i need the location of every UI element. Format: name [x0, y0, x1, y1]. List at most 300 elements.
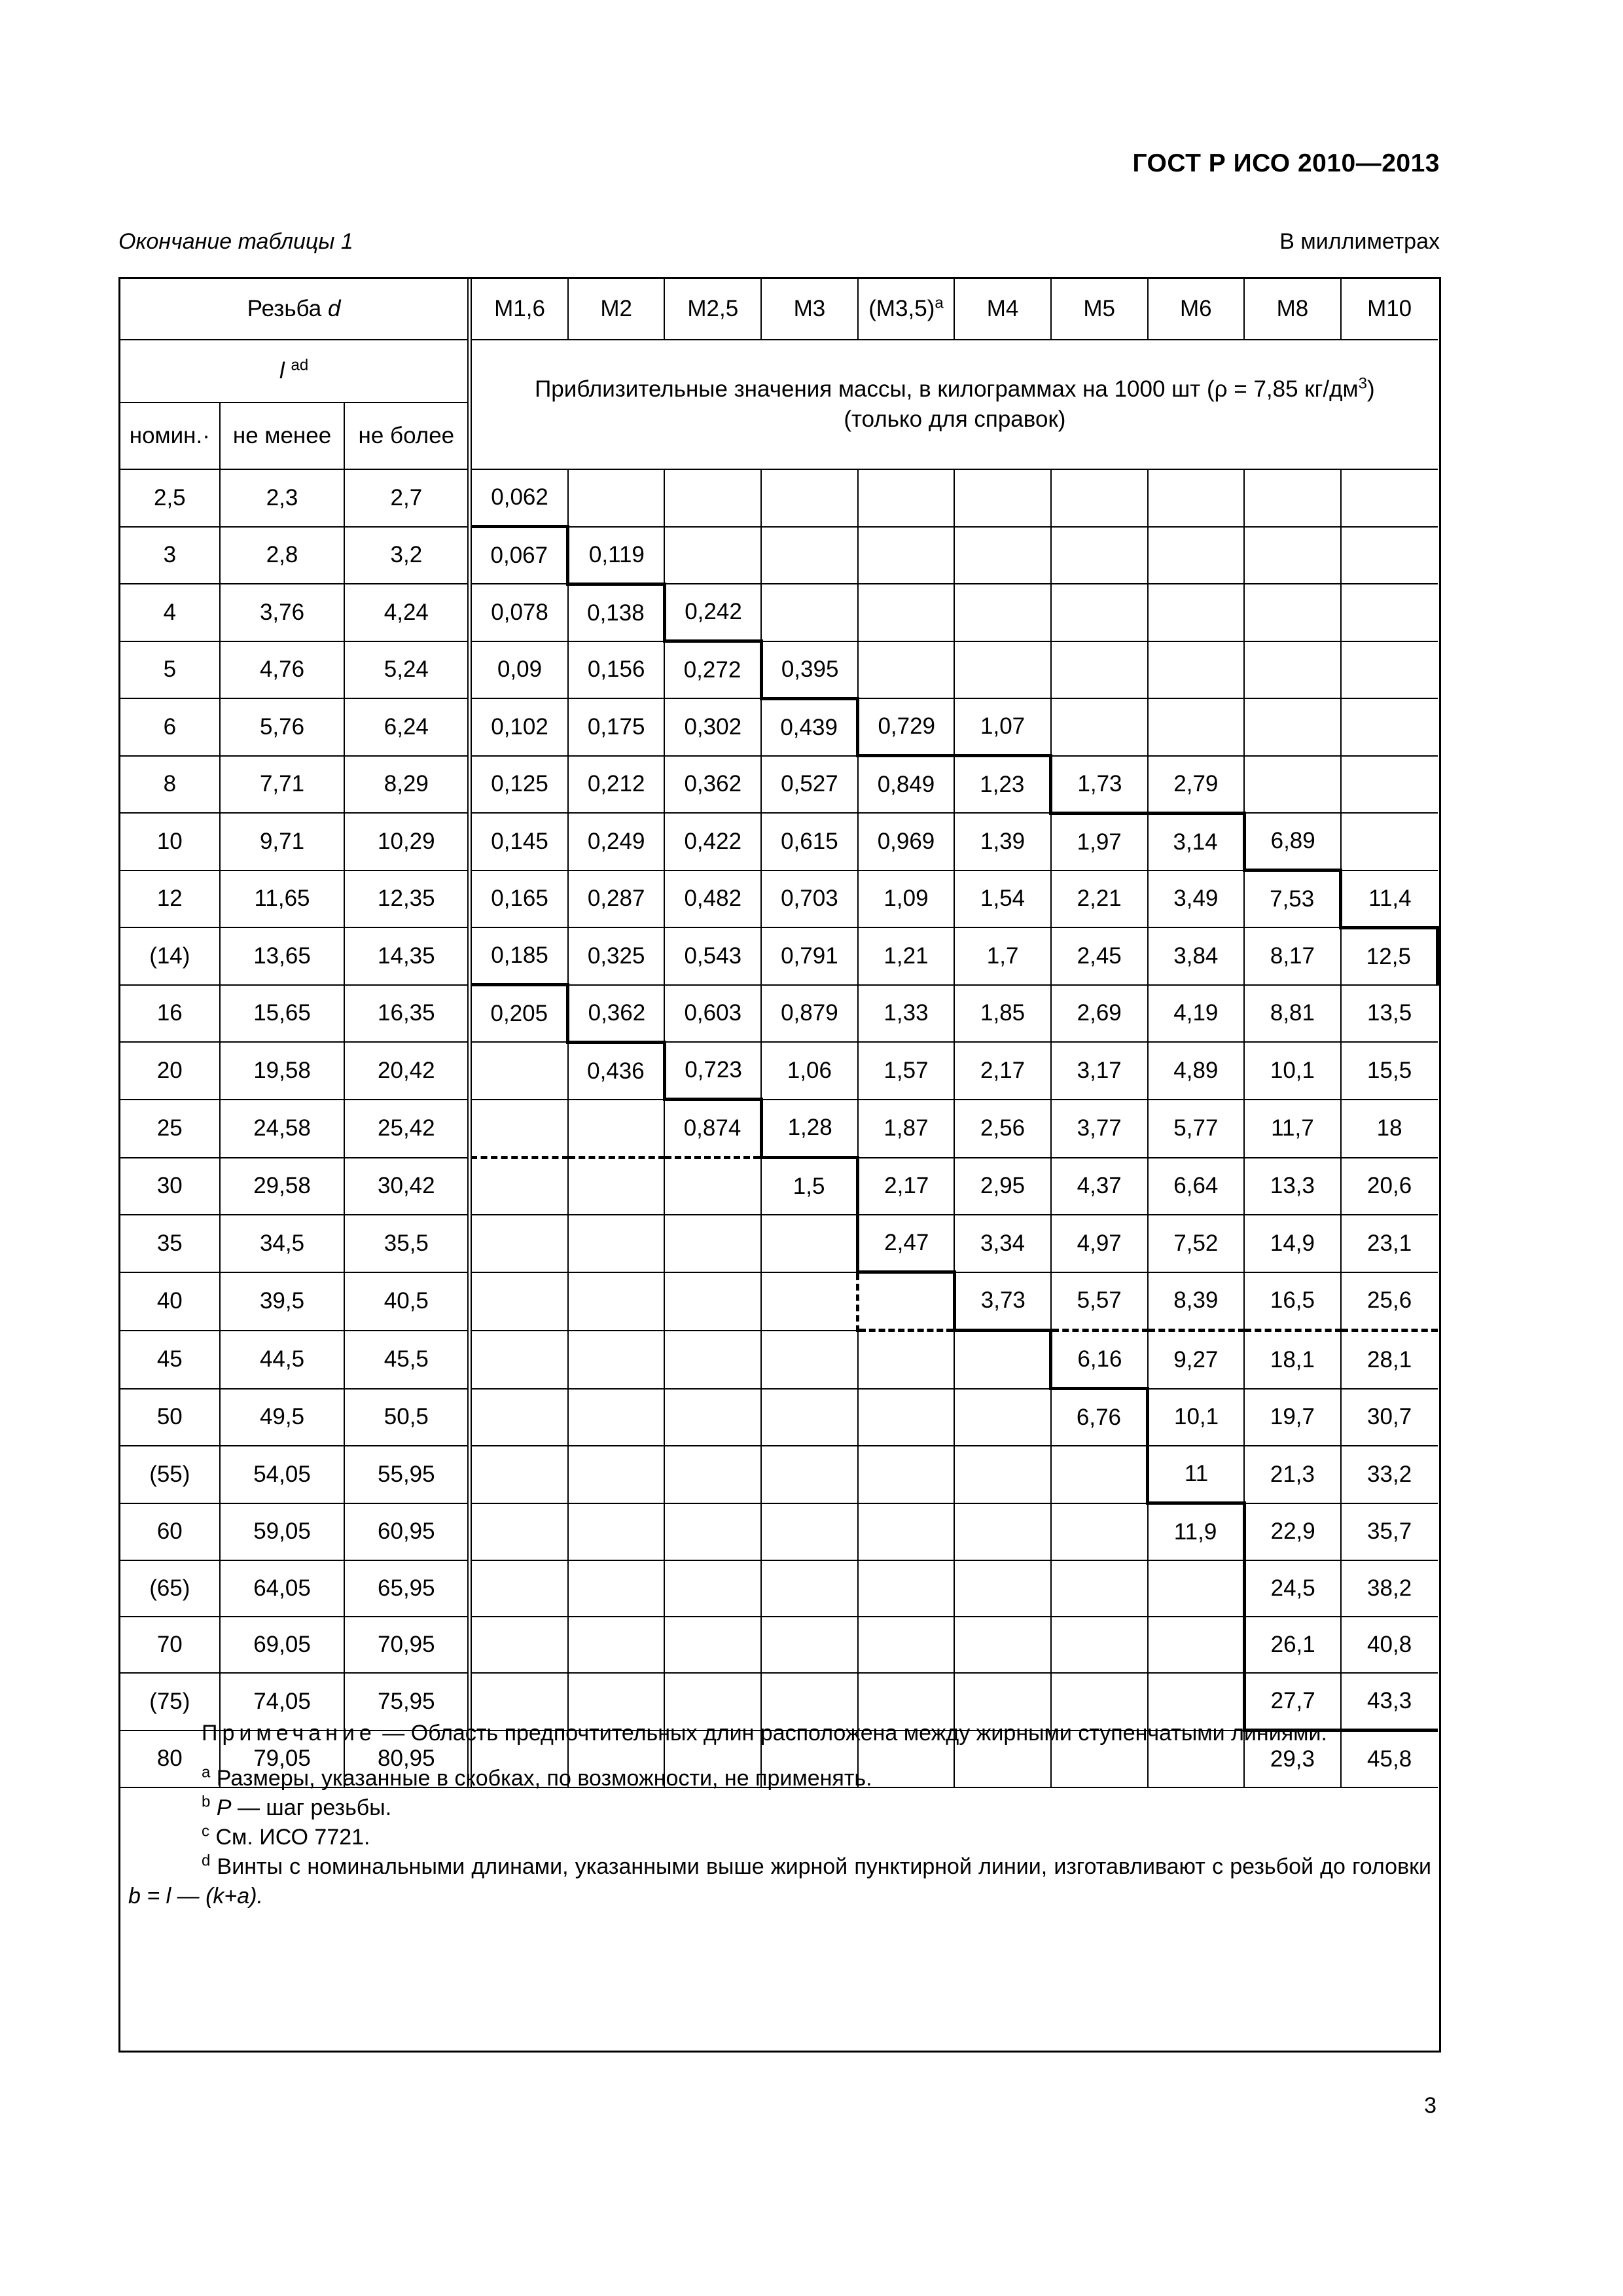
mass-cell: 19,7 — [1244, 1389, 1341, 1446]
length-limit-cell: 60,95 — [344, 1503, 468, 1561]
mass-cell — [471, 1272, 568, 1331]
length-limit-cell: 65,95 — [344, 1560, 468, 1617]
mass-cell — [858, 641, 955, 699]
mass-cell: 2,56 — [954, 1100, 1051, 1158]
length-limit-cell: 6,24 — [344, 698, 468, 756]
mass-cell — [761, 527, 858, 584]
mass-cell — [1051, 1503, 1148, 1561]
mass-cell — [1148, 527, 1245, 584]
thread-size-header: M5 — [1051, 279, 1148, 340]
mass-cell: 0,362 — [568, 985, 665, 1043]
mass-cell — [954, 1446, 1051, 1503]
thread-size-header: M1,6 — [471, 279, 568, 340]
mass-cell — [1051, 1446, 1148, 1503]
table-row — [120, 1158, 1438, 1215]
mass-cell — [568, 1617, 665, 1673]
mass-cell — [954, 1331, 1051, 1389]
length-limit-cell: 7,71 — [220, 756, 345, 814]
mass-cell — [568, 1503, 665, 1561]
min-header: не менее — [220, 403, 345, 469]
mass-cell — [1051, 1617, 1148, 1673]
table-row — [120, 1042, 1438, 1100]
mass-cell: 3,77 — [1051, 1100, 1148, 1158]
table-row — [120, 584, 1438, 641]
mass-cell — [761, 1560, 858, 1617]
mass-cell: 26,1 — [1244, 1617, 1341, 1673]
mass-cell — [858, 1446, 955, 1503]
thread-size-header: M10 — [1341, 279, 1438, 340]
thread-size-header: M2,5 — [664, 279, 761, 340]
length-limit-cell: 30,42 — [344, 1158, 468, 1215]
length-limit-cell: 24,58 — [220, 1100, 345, 1158]
mass-cell — [1341, 698, 1438, 756]
nominal-length-cell: 16 — [120, 985, 220, 1043]
footnote-b: $^b$ P — шаг резьбы. — [202, 1793, 392, 1820]
mass-cell — [761, 1331, 858, 1389]
mass-cell: 4,89 — [1148, 1042, 1245, 1100]
thread-size-header: M8 — [1244, 279, 1341, 340]
mass-cell — [568, 469, 665, 527]
mass-cell — [761, 1272, 858, 1331]
mass-cell — [568, 1215, 665, 1272]
mass-cell — [954, 1389, 1051, 1446]
mass-cell: 25,6 — [1341, 1272, 1438, 1331]
mass-cell: 0,078 — [471, 584, 568, 641]
length-limit-cell: 4,76 — [220, 641, 345, 699]
mass-cell — [471, 1503, 568, 1561]
nominal-length-cell: (75) — [120, 1673, 220, 1731]
mass-cell: 0,849 — [858, 756, 955, 814]
units-note: В миллиметрах — [1279, 229, 1440, 254]
mass-table — [120, 279, 1439, 1788]
mass-cell: 8,39 — [1148, 1272, 1245, 1331]
mass-cell: 1,87 — [858, 1100, 955, 1158]
thread-size-header: Резьба d — [120, 279, 468, 340]
mass-cell: 3,73 — [954, 1272, 1051, 1331]
length-limit-cell: 2,3 — [220, 469, 345, 527]
mass-cell — [954, 1560, 1051, 1617]
mass-cell: 6,76 — [1051, 1389, 1148, 1446]
length-limit-cell: 8,29 — [344, 756, 468, 814]
thread-size-header: M2 — [568, 279, 665, 340]
nominal-length-cell: 25 — [120, 1100, 220, 1158]
mass-cell — [664, 1331, 761, 1389]
thread-size-header: M3 — [761, 279, 858, 340]
mass-cell — [954, 1503, 1051, 1561]
mass-cell: 1,97 — [1051, 813, 1148, 870]
mass-cell: 33,2 — [1341, 1446, 1438, 1503]
mass-cell: 18,1 — [1244, 1331, 1341, 1389]
page-number: 3 — [1424, 2093, 1436, 2118]
mass-cell: 1,09 — [858, 870, 955, 928]
mass-cell: 11,7 — [1244, 1100, 1341, 1158]
table-row — [120, 698, 1438, 756]
mass-cell: 0,482 — [664, 870, 761, 928]
nominal-length-cell: 4 — [120, 584, 220, 641]
mass-cell: 0,969 — [858, 813, 955, 870]
length-limit-cell: 75,95 — [344, 1673, 468, 1731]
mass-cell: 13,3 — [1244, 1158, 1341, 1215]
table-row — [120, 469, 1438, 527]
length-limit-cell: 20,42 — [344, 1042, 468, 1100]
length-limit-cell: 10,29 — [344, 813, 468, 870]
mass-cell: 0,09 — [471, 641, 568, 699]
mass-cell — [664, 1560, 761, 1617]
thread-size-header: M6 — [1148, 279, 1245, 340]
length-limit-cell: 80,95 — [344, 1731, 468, 1788]
mass-cell: 1,54 — [954, 870, 1051, 928]
mass-cell: 0,791 — [761, 927, 858, 985]
nominal-length-cell: (65) — [120, 1560, 220, 1617]
mass-cell: 3,34 — [954, 1215, 1051, 1272]
mass-cell — [1148, 1560, 1245, 1617]
table-row — [120, 1215, 1438, 1272]
length-limit-cell: 69,05 — [220, 1617, 345, 1673]
footnote-d: $^d$ Винты с номинальными длинами, указанными выше жирной пунктирной линии, изготавливают с резьбой до головки b = l — (k+a). — [128, 1852, 1431, 1909]
length-limit-cell: 79,05 — [220, 1731, 345, 1788]
length-limit-cell: 11,65 — [220, 870, 345, 928]
length-limit-cell: 64,05 — [220, 1560, 345, 1617]
mass-cell: 1,57 — [858, 1042, 955, 1100]
mass-cell — [1148, 469, 1245, 527]
mass-cell — [568, 1331, 665, 1389]
mass-cell: 0,325 — [568, 927, 665, 985]
mass-cell — [664, 1617, 761, 1673]
mass-cell: 0,272 — [664, 641, 761, 699]
mass-cell: 20,6 — [1341, 1158, 1438, 1215]
mass-cell — [568, 1100, 665, 1158]
mass-cell — [954, 641, 1051, 699]
mass-cell: 4,37 — [1051, 1158, 1148, 1215]
mass-cell — [858, 1560, 955, 1617]
length-limit-cell: 74,05 — [220, 1673, 345, 1731]
length-limit-cell: 70,95 — [344, 1617, 468, 1673]
mass-cell — [761, 1446, 858, 1503]
mass-cell — [954, 1617, 1051, 1673]
table-row — [120, 527, 1438, 584]
mass-cell — [568, 1560, 665, 1617]
mass-cell — [664, 1503, 761, 1561]
mass-cell: 18 — [1341, 1100, 1438, 1158]
nominal-length-cell: (55) — [120, 1446, 220, 1503]
mass-cell: 29,3 — [1244, 1731, 1341, 1788]
table-row — [120, 756, 1438, 814]
mass-cell: 0,603 — [664, 985, 761, 1043]
length-limit-cell: 3,2 — [344, 527, 468, 584]
length-limit-cell: 29,58 — [220, 1158, 345, 1215]
mass-cell: 1,21 — [858, 927, 955, 985]
mass-cell — [954, 584, 1051, 641]
mass-cell: 13,5 — [1341, 985, 1438, 1043]
mass-cell — [858, 1503, 955, 1561]
mass-cell — [568, 1158, 665, 1215]
table-row — [120, 1331, 1438, 1389]
mass-cell: 11,9 — [1148, 1503, 1245, 1561]
mass-cell: 0,723 — [664, 1042, 761, 1100]
table-row — [120, 1272, 1438, 1331]
mass-cell — [664, 1446, 761, 1503]
mass-cell — [471, 1331, 568, 1389]
mass-cell: 2,17 — [954, 1042, 1051, 1100]
mass-cell: 27,7 — [1244, 1673, 1341, 1731]
mass-cell — [858, 469, 955, 527]
mass-cell — [954, 469, 1051, 527]
mass-header: Приблизительные значения массы, в килограммах на 1000 шт (ρ = 7,85 $кг/дм^3$) (только для справок) — [471, 340, 1437, 469]
table-row — [120, 1617, 1438, 1673]
nominal-length-cell: 10 — [120, 813, 220, 870]
mass-cell: 1,7 — [954, 927, 1051, 985]
mass-cell: 0,175 — [568, 698, 665, 756]
nominal-length-cell: 80 — [120, 1731, 220, 1788]
mass-cell: 11 — [1148, 1446, 1245, 1503]
mass-cell: 4,19 — [1148, 985, 1245, 1043]
mass-cell: 23,1 — [1341, 1215, 1438, 1272]
length-limit-cell: 5,76 — [220, 698, 345, 756]
length-limit-cell: 16,35 — [344, 985, 468, 1043]
mass-cell: 43,3 — [1341, 1673, 1438, 1731]
mass-cell: 0,138 — [568, 584, 665, 641]
length-limit-cell: 50,5 — [344, 1389, 468, 1446]
mass-cell — [664, 1215, 761, 1272]
length-limit-cell: 9,71 — [220, 813, 345, 870]
nominal-length-cell: 20 — [120, 1042, 220, 1100]
mass-cell — [1051, 469, 1148, 527]
mass-cell: 45,8 — [1341, 1731, 1438, 1788]
mass-cell: 1,39 — [954, 813, 1051, 870]
mass-cell — [664, 1272, 761, 1331]
mass-cell: 2,17 — [858, 1158, 955, 1215]
mass-cell: 0,729 — [858, 698, 955, 756]
length-limit-cell: 59,05 — [220, 1503, 345, 1561]
mass-cell — [1244, 698, 1341, 756]
mass-cell: 5,57 — [1051, 1272, 1148, 1331]
mass-cell: 22,9 — [1244, 1503, 1341, 1561]
mass-cell — [1341, 756, 1438, 814]
mass-cell — [1148, 698, 1245, 756]
mass-cell — [761, 1215, 858, 1272]
mass-cell — [858, 527, 955, 584]
length-limit-cell: 55,95 — [344, 1446, 468, 1503]
mass-cell — [761, 1503, 858, 1561]
mass-cell: 0,205 — [471, 985, 568, 1043]
mass-cell — [568, 1446, 665, 1503]
nominal-length-cell: 5 — [120, 641, 220, 699]
nominal-length-cell: 40 — [120, 1272, 220, 1331]
mass-cell — [1148, 584, 1245, 641]
length-limit-cell: 34,5 — [220, 1215, 345, 1272]
mass-cell — [471, 1389, 568, 1446]
mass-cell — [471, 1042, 568, 1100]
mass-cell: 1,73 — [1051, 756, 1148, 814]
table-row — [120, 1503, 1438, 1561]
nominal-header: номин.· — [120, 403, 220, 469]
mass-cell — [1244, 641, 1341, 699]
nominal-length-cell: 45 — [120, 1331, 220, 1389]
mass-cell: 2,45 — [1051, 927, 1148, 985]
mass-cell: 0,102 — [471, 698, 568, 756]
mass-cell — [471, 1617, 568, 1673]
mass-cell: 24,5 — [1244, 1560, 1341, 1617]
mass-cell: 0,062 — [471, 469, 568, 527]
mass-cell — [761, 469, 858, 527]
table-row — [120, 1446, 1438, 1503]
mass-cell: 16,5 — [1244, 1272, 1341, 1331]
mass-cell: 0,615 — [761, 813, 858, 870]
length-limit-cell: 19,58 — [220, 1042, 345, 1100]
max-header: не более — [344, 403, 468, 469]
mass-cell: 0,242 — [664, 584, 761, 641]
mass-cell — [858, 1389, 955, 1446]
mass-cell: 0,874 — [664, 1100, 761, 1158]
mass-cell: 35,7 — [1341, 1503, 1438, 1561]
thread-size-header: $(M3,5)^a$ — [858, 279, 955, 340]
nominal-length-cell: 60 — [120, 1503, 220, 1561]
mass-cell: 9,27 — [1148, 1331, 1245, 1389]
mass-cell: 38,2 — [1341, 1560, 1438, 1617]
mass-cell — [1244, 584, 1341, 641]
mass-cell — [568, 1389, 665, 1446]
mass-cell: 0,439 — [761, 698, 858, 756]
mass-cell: 3,49 — [1148, 870, 1245, 928]
length-limit-cell: 2,8 — [220, 527, 345, 584]
nominal-length-cell: 8 — [120, 756, 220, 814]
footnote-c: $^c$ См. ИСО 7721. — [202, 1822, 370, 1850]
mass-cell: 28,1 — [1341, 1331, 1438, 1389]
length-limit-cell: 40,5 — [344, 1272, 468, 1331]
mass-cell — [1341, 527, 1438, 584]
mass-cell — [471, 1560, 568, 1617]
mass-cell: 7,53 — [1244, 870, 1341, 928]
nominal-length-cell: (14) — [120, 927, 220, 985]
mass-cell: 1,85 — [954, 985, 1051, 1043]
mass-cell: 0,543 — [664, 927, 761, 985]
mass-cell — [664, 469, 761, 527]
mass-cell — [1244, 527, 1341, 584]
mass-cell — [471, 1215, 568, 1272]
thread-header-row — [120, 279, 1438, 340]
length-limit-cell: 45,5 — [344, 1331, 468, 1389]
mass-cell: 0,165 — [471, 870, 568, 928]
nominal-length-cell: 6 — [120, 698, 220, 756]
mass-cell: 3,84 — [1148, 927, 1245, 985]
mass-cell: 0,067 — [471, 527, 568, 584]
thread-size-header: M4 — [954, 279, 1051, 340]
mass-cell — [1341, 813, 1438, 870]
mass-cell: 2,69 — [1051, 985, 1148, 1043]
mass-cell: 0,703 — [761, 870, 858, 928]
length-limit-cell: 13,65 — [220, 927, 345, 985]
mass-cell — [761, 1617, 858, 1673]
nominal-length-cell: 35 — [120, 1215, 220, 1272]
mass-cell: 0,302 — [664, 698, 761, 756]
mass-cell — [761, 584, 858, 641]
table-row — [120, 641, 1438, 699]
table-row — [120, 1389, 1438, 1446]
length-limit-cell: 54,05 — [220, 1446, 345, 1503]
mass-cell: 6,16 — [1051, 1331, 1148, 1389]
mass-cell — [761, 1389, 858, 1446]
mass-cell: 0,145 — [471, 813, 568, 870]
length-limit-cell: 25,42 — [344, 1100, 468, 1158]
length-limit-cell: 15,65 — [220, 985, 345, 1043]
mass-cell: 3,14 — [1148, 813, 1245, 870]
mass-cell: 0,249 — [568, 813, 665, 870]
mass-table-frame — [118, 277, 1441, 2053]
mass-cell — [858, 1617, 955, 1673]
mass-cell — [954, 527, 1051, 584]
mass-cell — [1341, 469, 1438, 527]
mass-cell: 4,97 — [1051, 1215, 1148, 1272]
mass-cell — [1244, 469, 1341, 527]
length-limit-cell: 49,5 — [220, 1389, 345, 1446]
length-limit-cell: 39,5 — [220, 1272, 345, 1331]
mass-cell: 0,212 — [568, 756, 665, 814]
mass-cell: 1,28 — [761, 1100, 858, 1158]
mass-cell — [1148, 1617, 1245, 1673]
footnote-a: $^a$ Размеры, указанные в скобках, по возможности, не применять. — [202, 1763, 872, 1791]
mass-cell: 0,362 — [664, 756, 761, 814]
length-header-row — [120, 340, 1438, 403]
table-row — [120, 1560, 1438, 1617]
mass-cell: 2,21 — [1051, 870, 1148, 928]
mass-cell: 30,7 — [1341, 1389, 1438, 1446]
mass-cell: 1,23 — [954, 756, 1051, 814]
mass-cell — [568, 1272, 665, 1331]
mass-cell: 0,527 — [761, 756, 858, 814]
mass-cell — [1148, 641, 1245, 699]
mass-cell: 2,79 — [1148, 756, 1245, 814]
mass-cell: 3,17 — [1051, 1042, 1148, 1100]
mass-cell: 15,5 — [1341, 1042, 1438, 1100]
mass-cell: 7,52 — [1148, 1215, 1245, 1272]
standard-code: ГОСТ Р ИСО 2010—2013 — [1132, 149, 1440, 177]
mass-cell: 10,1 — [1148, 1389, 1245, 1446]
mass-cell: 21,3 — [1244, 1446, 1341, 1503]
mass-cell — [1051, 1560, 1148, 1617]
table-notes — [120, 1719, 1439, 1911]
mass-cell: 40,8 — [1341, 1617, 1438, 1673]
mass-cell: 10,1 — [1244, 1042, 1341, 1100]
length-limit-cell: 5,24 — [344, 641, 468, 699]
length-limit-cell: 14,35 — [344, 927, 468, 985]
mass-cell: 2,95 — [954, 1158, 1051, 1215]
mass-cell — [664, 1158, 761, 1215]
table-row — [120, 927, 1438, 985]
mass-cell — [1051, 698, 1148, 756]
table-caption: Окончание таблицы 1 — [118, 229, 353, 254]
mass-cell: 8,81 — [1244, 985, 1341, 1043]
mass-cell — [1341, 641, 1438, 699]
mass-cell — [664, 527, 761, 584]
nominal-length-cell: 3 — [120, 527, 220, 584]
table-row — [120, 813, 1438, 870]
nominal-length-cell: 70 — [120, 1617, 220, 1673]
mass-cell: 14,9 — [1244, 1215, 1341, 1272]
note-paragraph: Примечание — Область предпочтительных длин расположена между жирными ступенчатыми линиями. — [202, 1721, 1327, 1746]
mass-cell: 0,436 — [568, 1042, 665, 1100]
mass-cell: 1,33 — [858, 985, 955, 1043]
length-header: l $^{ad}$ — [120, 340, 468, 403]
length-limit-cell: 12,35 — [344, 870, 468, 928]
length-limit-cell: 4,24 — [344, 584, 468, 641]
mass-cell: 1,07 — [954, 698, 1051, 756]
mass-cell: 6,64 — [1148, 1158, 1245, 1215]
mass-cell — [664, 1389, 761, 1446]
nominal-length-cell: 50 — [120, 1389, 220, 1446]
mass-cell: 11,4 — [1341, 870, 1438, 928]
length-limit-cell: 3,76 — [220, 584, 345, 641]
mass-cell: 0,125 — [471, 756, 568, 814]
